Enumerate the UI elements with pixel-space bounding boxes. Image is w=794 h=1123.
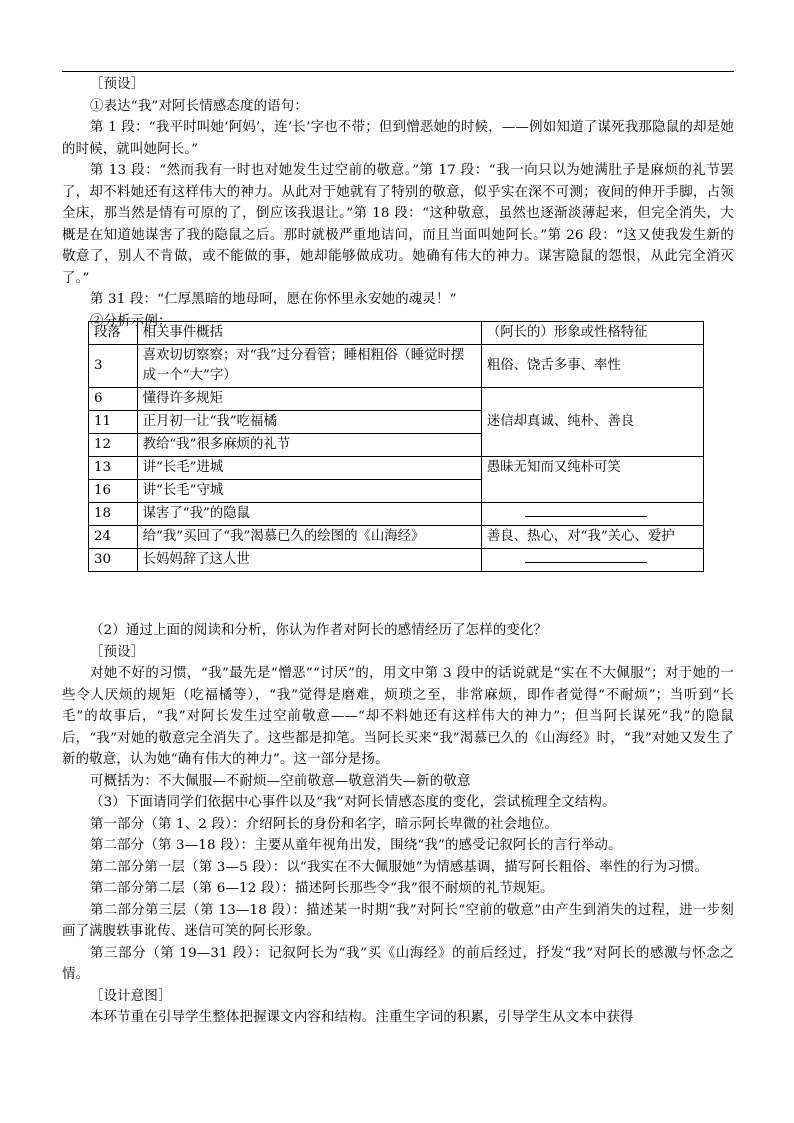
table-row	[89, 503, 704, 526]
structure-part-1: 第一部分（第 1、2 段）：介绍阿长的身份和名字，暗示阿长卑微的社会地位。	[90, 816, 559, 832]
header-events: 相关事件概括	[137, 322, 481, 345]
cell-event: 谋害了“我”的隐鼠	[137, 503, 481, 526]
cell-paragraph: 18	[89, 503, 138, 526]
cell-trait-blank	[481, 503, 703, 526]
cell-event: 讲“长毛”进城	[137, 457, 481, 480]
header-rule	[62, 71, 734, 72]
preset-label: ［预设］	[90, 77, 145, 92]
table-row	[89, 549, 704, 572]
summary-line: 可概括为：不大佩服—不耐烦—空前敬意—敬意消失—新的敬意	[90, 773, 471, 789]
cell-event: 给“我”买回了“我”渴慕已久的绘图的《山海经》	[137, 526, 481, 549]
header-paragraph: 段落	[89, 322, 138, 345]
cell-event: 懂得许多规矩	[137, 388, 481, 411]
cell-paragraph: 30	[89, 549, 138, 572]
cell-trait: 愚昧无知而又纯朴可笑	[481, 457, 703, 503]
table-row	[89, 345, 704, 388]
cell-trait-blank	[481, 549, 703, 572]
question-3: （3）下面请同学们依据中心事件以及“我”对阿长情感态度的变化，尝试梳理全文结构。	[90, 795, 616, 810]
cell-paragraph: 16	[89, 480, 138, 503]
question-2: （2）通过上面的阅读和分析，你认为作者对阿长的感情经历了怎样的变化？	[90, 623, 548, 638]
change-analysis: 对她不好的习惯，“我”最先是“憎恶”“讨厌”的，用文中第 3 段中的话说就是“实在不大佩服”；对于她的一些令人厌烦的规矩（吃福橘等），“我”觉得是磨难，烦琐之至，非常麻烦，即作者觉得“不耐烦”；当听到“长毛”的故事后，“我”对阿长发生过空前敬意——“却不料她还有这样伟大的神力”；但当阿长谋死“我”的隐鼠后，“我”对她的敬意完全消失了。这些都是抑笔。当阿长买来“我”渴慕已久的《山海经》时，“我”对她又发生了新的敬意，认为她“确有伟大的神力”。这一部分是扬。	[62, 666, 734, 767]
table-row	[89, 388, 704, 411]
cell-event: 教给“我”很多麻烦的礼节	[137, 434, 481, 457]
cell-paragraph: 6	[89, 388, 138, 411]
cell-event: 喜欢切切察察；对“我”过分看管；睡相粗俗（睡觉时摆成一个“大”字）	[137, 345, 481, 388]
cell-paragraph: 11	[89, 411, 138, 434]
structure-part-2-layer-2: 第二部分第二层（第 6—12 段）：描述阿长那些令“我”很不耐烦的礼节规矩。	[90, 881, 554, 896]
cell-event: 长妈妈辞了这人世	[137, 549, 481, 572]
preset-label: ［预设］	[90, 644, 145, 660]
structure-part-2-layer-3: 第二部分第三层（第 13—18 段）：描述某一时期“我”对阿长“空前的敬意”由产生到消失的过程，进一步刻画了满腹轶事讹传、迷信可笑的阿长形象。	[62, 902, 734, 939]
sentences-heading: ①表达“我”对阿长情感态度的语句：	[90, 98, 308, 114]
table-row	[89, 526, 704, 549]
cell-trait: 善良、热心，对“我”关心、爱护	[481, 526, 703, 549]
structure-part-2-layer-1: 第二部分第一层（第 3—5 段）：以“我实在不大佩服她”为情感基调，描写阿长粗俗、率性的行为习惯。	[90, 859, 709, 875]
table-header-row	[89, 322, 704, 345]
cell-event: 讲“长毛”守城	[137, 480, 481, 503]
cell-event: 正月初一让“我”吃福橘	[137, 411, 481, 434]
fill-in-blank	[525, 504, 647, 517]
analysis-heading: ②分析示例：	[90, 313, 172, 329]
paragraph-31-quote: 第 31 段：“仁厚黑暗的地母呵，愿在你怀里永安她的魂灵！”	[90, 292, 457, 307]
header-traits: （阿长的）形象或性格特征	[481, 322, 703, 345]
structure-part-3: 第三部分（第 19—31 段）：记叙阿长为“我”买《山海经》的前后经过，抒发“我”对阿长的感激与怀念之情。	[62, 945, 734, 982]
structure-part-2: 第二部分（第 3—18 段）：主要从童年视角出发，围绕“我”的感受记叙阿长的言行举动。	[90, 838, 622, 853]
cell-paragraph: 13	[89, 457, 138, 480]
paragraph-13-quote: 第 13 段：“然而我有一时也对她发生过空前的敬意。”第 17 段：“我一向只以为她满肚子是麻烦的礼节罢了，却不料她还有这样伟大的神力。从此对于她就有了特别的敬意，似乎实在深不可测；夜间的伸开手脚，占领全床，那当然是情有可原的了，倒应该我退让。”第 18 段：“这种敬意，虽然也逐渐淡薄起来，但完全消失，大概是在知道她谋害了我的隐鼠之后。那时就极严重地诘问，而且当面叫她阿长。”第 26 段：“这又使我发生新的敬意了，别人不肯做，或不能做的事，她却能够做成功。她确有伟大的神力。谋害隐鼠的怨恨，从此完全消灭了。”	[62, 163, 734, 286]
section-questions	[62, 620, 734, 1029]
design-intent-label: ［设计意图］	[90, 988, 172, 1004]
cell-paragraph: 3	[89, 345, 138, 388]
paragraph-1-quote: 第 1 段：“我平时叫她‘阿妈’，连‘长’字也不带；但到憎恶她的时候，——例如知道了谋死我那隐鼠的却是她的时候，就叫她阿长。”	[62, 120, 734, 157]
cell-trait: 迷信却真诚、纯朴、善良	[481, 388, 703, 457]
cell-trait: 粗俗、饶舌多事、率性	[481, 345, 703, 388]
cell-paragraph: 24	[89, 526, 138, 549]
cell-paragraph: 12	[89, 434, 138, 457]
fill-in-blank	[525, 550, 647, 563]
section-preset-1	[62, 74, 734, 332]
design-intent-text: 本环节重在引导学生整体把握课文内容和结构。注重生字词的积累，引导学生从文本中获得	[90, 1010, 634, 1025]
analysis-table	[88, 321, 704, 572]
table-row	[89, 457, 704, 480]
